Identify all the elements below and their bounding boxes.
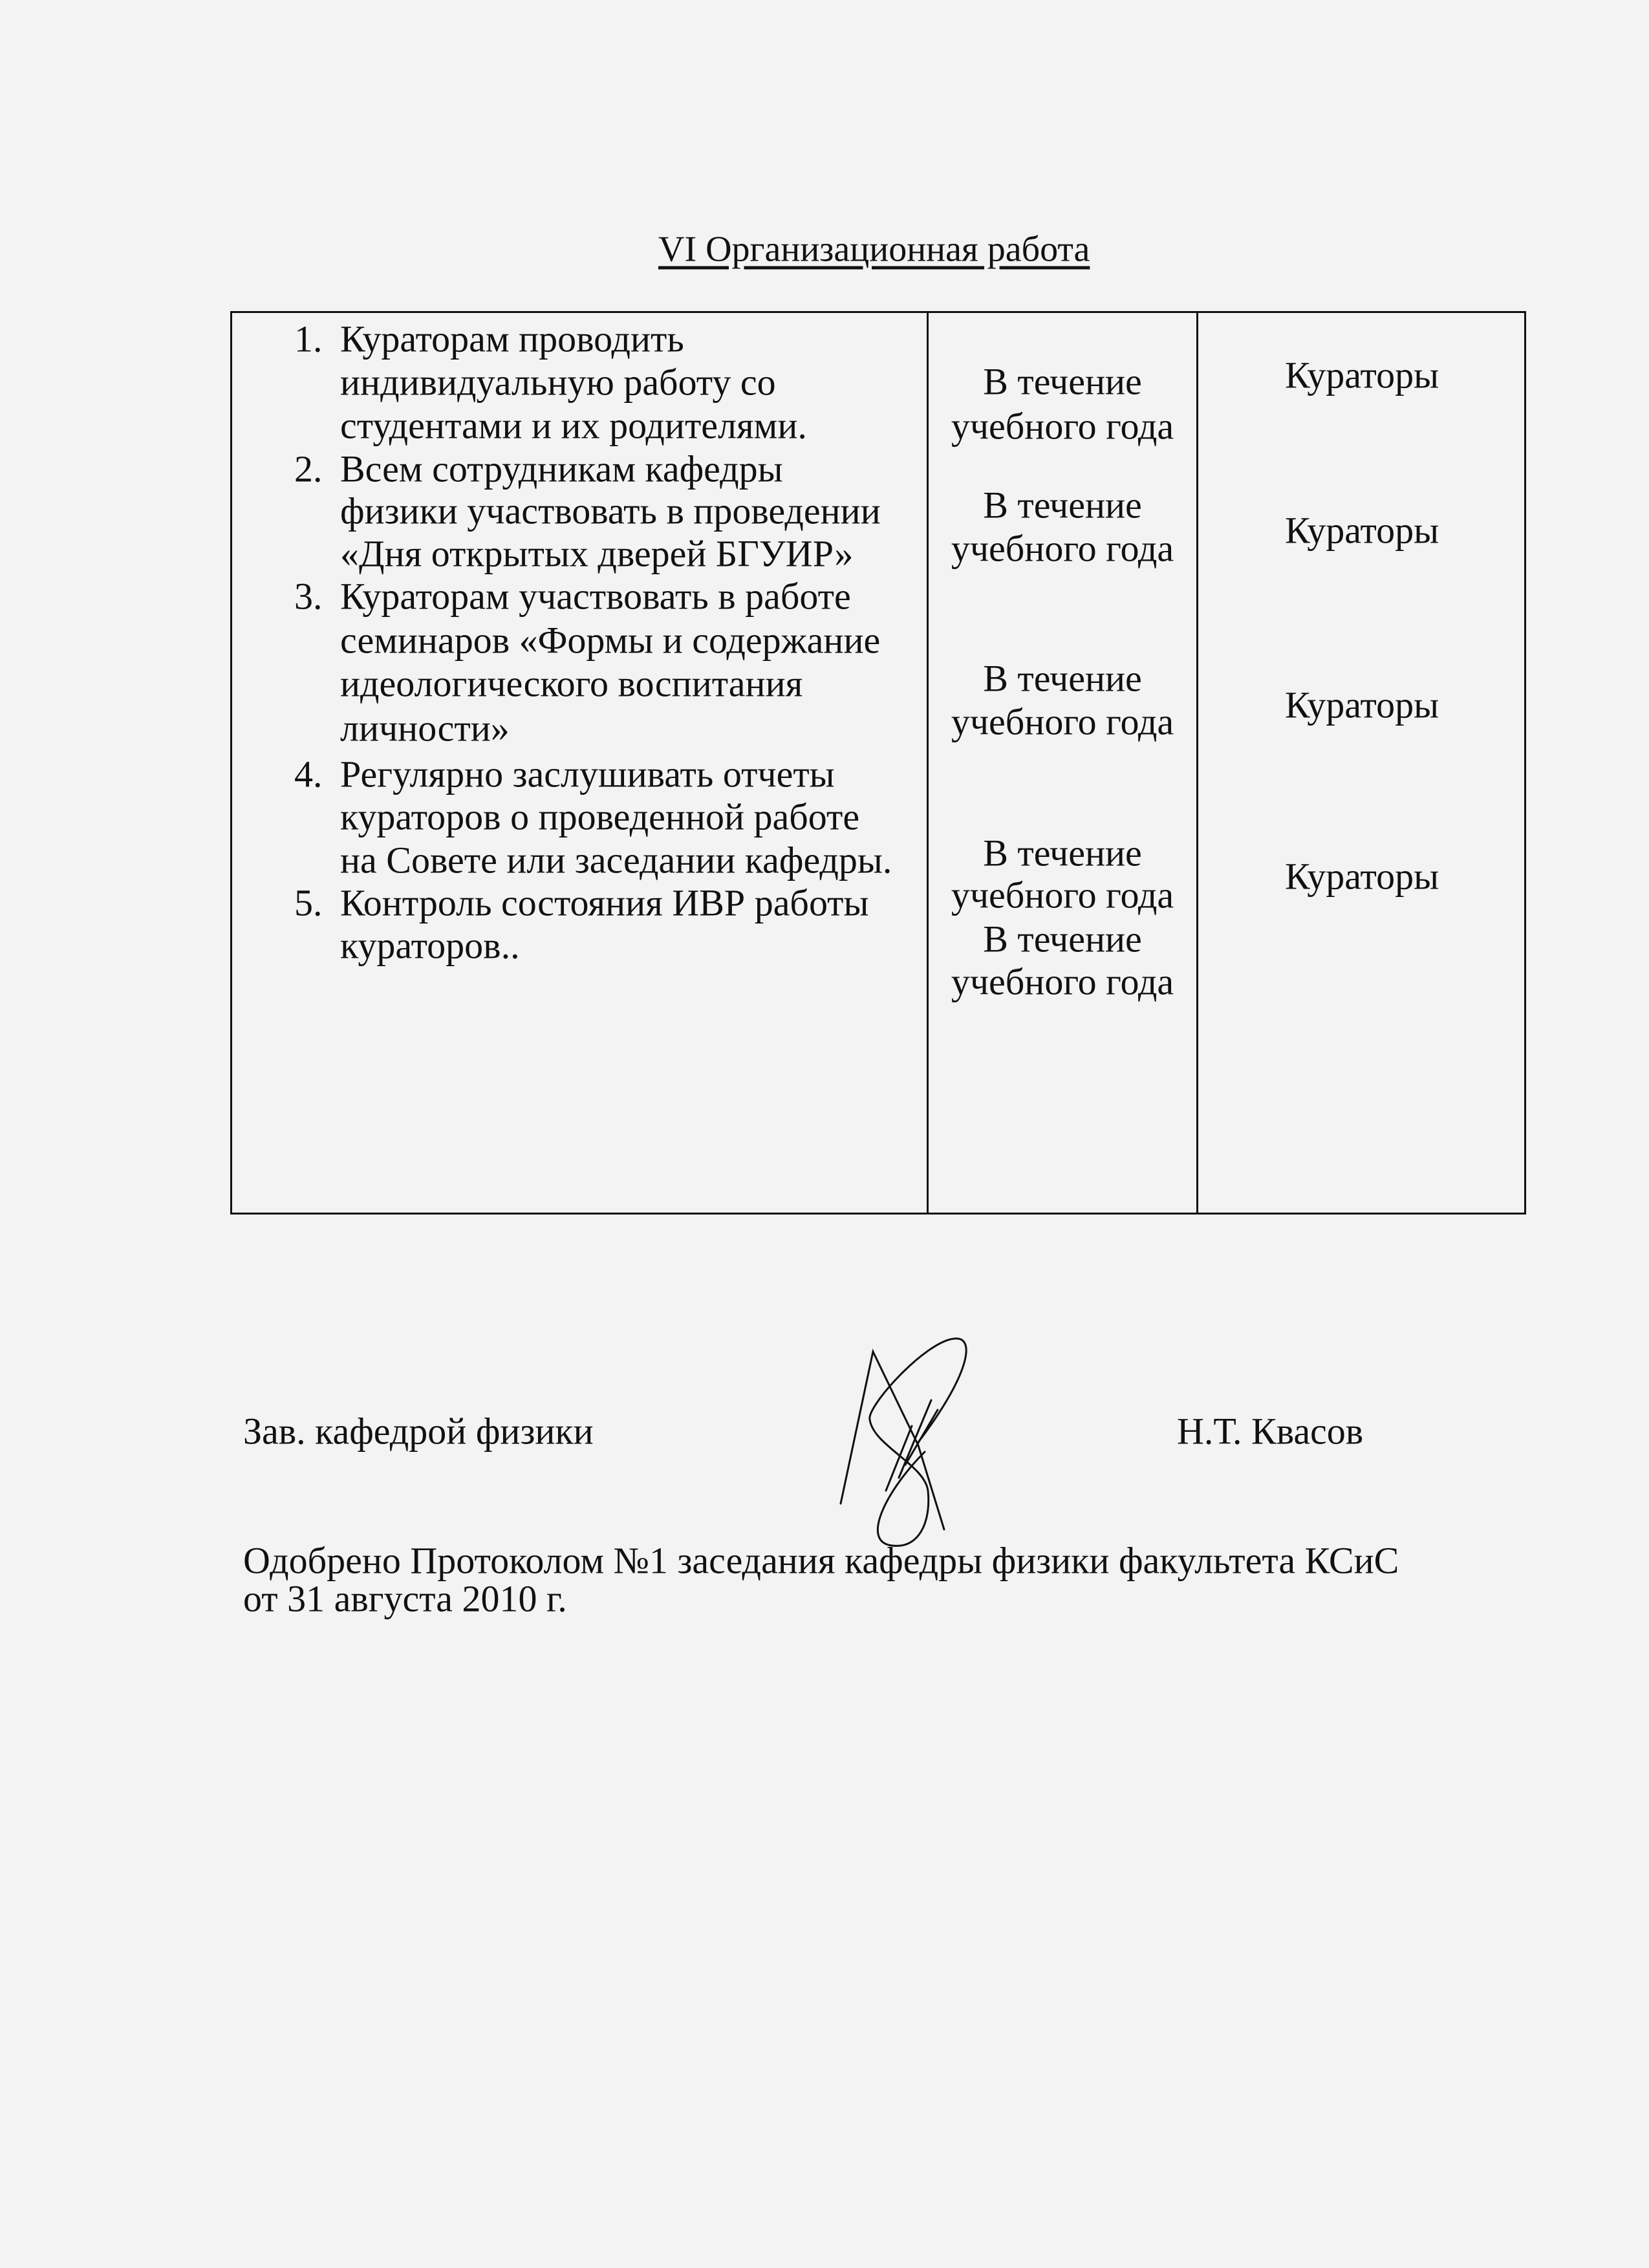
approval-line: от 31 августа 2010 г.: [243, 1577, 567, 1620]
item-term: В течение: [983, 484, 1142, 526]
item-term: В течение: [983, 832, 1142, 874]
signatory-position: Зав. кафедрой физики: [243, 1410, 594, 1453]
item-term: В течение: [983, 918, 1142, 960]
item-term: учебного года: [951, 960, 1174, 1003]
item-text-line: кураторов о проведенной работе: [340, 795, 860, 838]
item-number: 2.: [294, 448, 323, 490]
item-responsible: Кураторы: [1284, 509, 1439, 552]
item-responsible: Кураторы: [1284, 855, 1439, 898]
item-term: В течение: [983, 360, 1142, 403]
item-number: 1.: [294, 318, 323, 360]
item-term: учебного года: [951, 527, 1174, 570]
item-text-line: индивидуальную работу со: [340, 361, 776, 404]
item-text-line: Всем сотрудникам кафедры: [340, 448, 783, 490]
handwritten-signature: [821, 1335, 1022, 1552]
item-number: 5.: [294, 881, 323, 924]
signatory-name: Н.Т. Квасов: [1177, 1410, 1364, 1453]
item-text-line: на Совете или заседании кафедры.: [340, 839, 892, 881]
item-responsible: Кураторы: [1284, 684, 1439, 726]
item-text-line: идеологического воспитания: [340, 662, 803, 705]
item-text-line: семинаров «Формы и содержание: [340, 619, 881, 662]
item-text-line: «Дня открытых дверей БГУИР»: [340, 532, 854, 575]
item-text-line: Кураторам проводить: [340, 318, 684, 360]
item-text-line: кураторов..: [340, 924, 520, 967]
item-number: 3.: [294, 575, 323, 618]
item-term: учебного года: [951, 874, 1174, 916]
item-text-line: Регулярно заслушивать отчеты: [340, 753, 835, 795]
approval-line: Одобрено Протоколом №1 заседания кафедры физики факультета КСиС: [243, 1539, 1399, 1582]
item-term: учебного года: [951, 700, 1174, 743]
column-divider: [1196, 311, 1198, 1215]
item-text-line: личности»: [340, 707, 510, 750]
section-title: VI Организационная работа: [658, 229, 1090, 270]
item-text-line: Контроль состояния ИВР работы: [340, 881, 869, 924]
item-responsible: Кураторы: [1284, 354, 1439, 396]
item-text-line: студентами и их родителями.: [340, 404, 807, 447]
item-text-line: Кураторам участвовать в работе: [340, 575, 851, 618]
item-text-line: физики участвовать в проведении: [340, 490, 881, 532]
item-term: учебного года: [951, 405, 1174, 448]
item-number: 4.: [294, 753, 323, 795]
item-term: В течение: [983, 657, 1142, 700]
